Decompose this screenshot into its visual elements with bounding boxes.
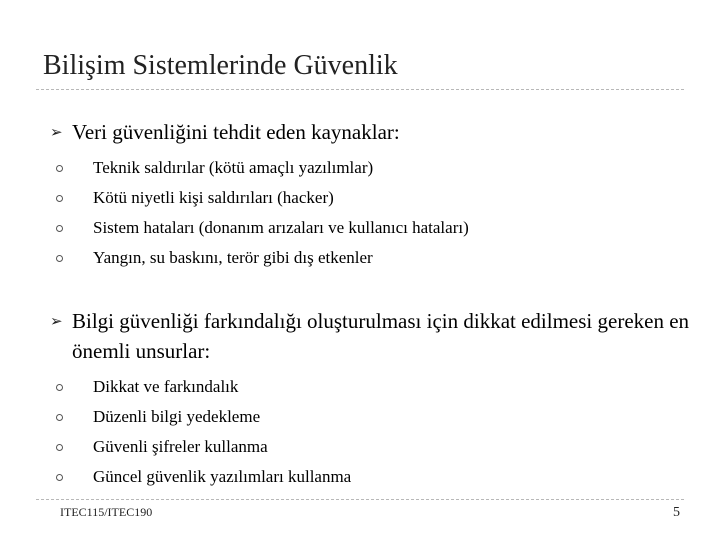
hollow-circle-bullet-icon <box>56 195 63 202</box>
main-bullet-text: Veri güvenliğini tehdit eden kaynaklar: <box>72 120 400 144</box>
title-divider <box>36 89 684 90</box>
sub-bullet-item <box>50 243 690 273</box>
bullet-section-threats <box>50 117 690 273</box>
hollow-circle-bullet-icon <box>56 225 63 232</box>
sub-bullet-item <box>50 183 690 213</box>
main-bullet <box>50 306 690 366</box>
hollow-circle-bullet-icon <box>56 414 63 421</box>
sub-bullet-item <box>50 432 690 462</box>
main-bullet <box>50 117 690 147</box>
arrowhead-bullet-icon: ➢ <box>50 123 63 141</box>
sub-bullet-text: Kötü niyetli kişi saldırıları (hacker) <box>93 188 334 207</box>
sub-bullet-item <box>50 213 690 243</box>
bullet-section-awareness <box>50 306 690 492</box>
sub-bullet-list <box>50 153 690 273</box>
sub-bullet-text: Sistem hataları (donanım arızaları ve kullanıcı hataları) <box>93 218 469 237</box>
sub-bullet-item <box>50 372 690 402</box>
main-bullet-text: Bilgi güvenliği farkındalığı oluşturulması için dikkat edilmesi gereken en önemli unsurlar: <box>72 309 690 363</box>
slide-title: Bilişim Sistemlerinde Güvenlik <box>43 50 398 81</box>
sub-bullet-item <box>50 462 690 492</box>
sub-bullet-item <box>50 402 690 432</box>
hollow-circle-bullet-icon <box>56 255 63 262</box>
footer-course-code: ITEC115/ITEC190 <box>60 505 153 519</box>
footer-divider <box>36 499 684 500</box>
hollow-circle-bullet-icon <box>56 165 63 172</box>
sub-bullet-list <box>50 372 690 492</box>
arrowhead-bullet-icon: ➢ <box>50 312 63 330</box>
sub-bullet-text: Yangın, su baskını, terör gibi dış etkenler <box>93 248 373 267</box>
sub-bullet-text: Güncel güvenlik yazılımları kullanma <box>93 467 352 486</box>
sub-bullet-item <box>50 153 690 183</box>
page-number: 5 <box>673 505 680 520</box>
sub-bullet-text: Düzenli bilgi yedekleme <box>93 407 261 426</box>
sub-bullet-text: Dikkat ve farkındalık <box>93 377 239 396</box>
hollow-circle-bullet-icon <box>56 444 63 451</box>
sub-bullet-text: Teknik saldırılar (kötü amaçlı yazılımlar) <box>93 158 374 177</box>
sub-bullet-text: Güvenli şifreler kullanma <box>93 437 268 456</box>
hollow-circle-bullet-icon <box>56 384 63 391</box>
hollow-circle-bullet-icon <box>56 474 63 481</box>
